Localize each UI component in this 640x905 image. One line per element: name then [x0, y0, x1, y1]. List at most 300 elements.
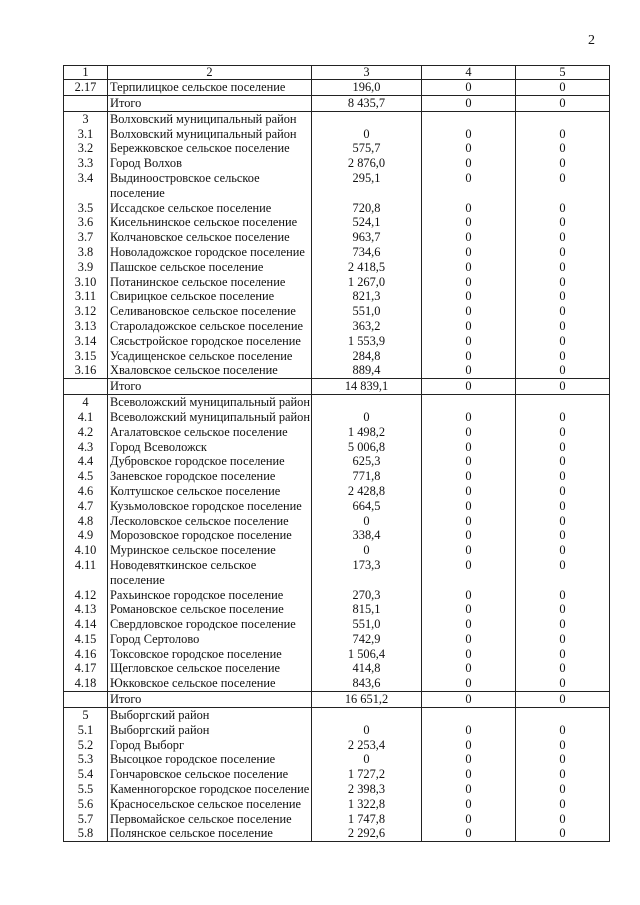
amount-cell: 338,4	[312, 528, 422, 543]
column-5-cell: 0	[516, 245, 610, 260]
amount-cell: 720,8	[312, 201, 422, 216]
amount-cell: 771,8	[312, 469, 422, 484]
table-row	[64, 425, 610, 440]
row-number-cell	[64, 96, 108, 112]
amount-cell: 0	[312, 752, 422, 767]
column-5-cell: 0	[516, 499, 610, 514]
settlement-name-cell: Волховский муниципальный район	[108, 127, 312, 142]
table-row	[64, 215, 610, 230]
column-4-cell: 0	[422, 812, 516, 827]
column-4-cell: 0	[422, 676, 516, 692]
settlement-name-cell: Юкковское сельское поселение	[108, 676, 312, 692]
settlement-name-cell: Потанинское сельское поселение	[108, 275, 312, 290]
settlement-name-cell: Лесколовское сельское поселение	[108, 514, 312, 529]
header-cell-1: 1	[64, 66, 108, 80]
amount-cell: 625,3	[312, 454, 422, 469]
amount-cell: 2 398,3	[312, 782, 422, 797]
column-5-cell: 0	[516, 141, 610, 156]
column-5-cell: 0	[516, 363, 610, 379]
column-4-cell: 0	[422, 738, 516, 753]
table-row	[64, 484, 610, 499]
row-number-cell: 4.2	[64, 425, 108, 440]
column-4-cell: 0	[422, 440, 516, 455]
table-row	[64, 395, 610, 410]
column-5-cell: 0	[516, 304, 610, 319]
column-4-cell: 0	[422, 647, 516, 662]
settlement-name-cell: Староладожское сельское поселение	[108, 319, 312, 334]
column-4-cell: 0	[422, 797, 516, 812]
column-4-cell: 0	[422, 661, 516, 676]
row-number-cell: 4.10	[64, 543, 108, 558]
column-5-cell: 0	[516, 410, 610, 425]
settlement-name-cell: Свердловское городское поселение	[108, 617, 312, 632]
column-5-cell: 0	[516, 588, 610, 603]
header-row	[64, 66, 610, 80]
settlement-name-cell: Город Всеволожск	[108, 440, 312, 455]
settlement-name-cell: Пашское сельское поселение	[108, 260, 312, 275]
row-number-cell	[64, 379, 108, 395]
amount-cell: 2 418,5	[312, 260, 422, 275]
settlement-name-cell: Заневское городское поселение	[108, 469, 312, 484]
settlement-name-cell: Город Выборг	[108, 738, 312, 753]
column-4-cell: 0	[422, 723, 516, 738]
row-number-cell: 4.1	[64, 410, 108, 425]
column-4-cell	[422, 708, 516, 723]
column-4-cell: 0	[422, 782, 516, 797]
settlement-name-cell: Полянское сельское поселение	[108, 826, 312, 842]
row-number-cell: 4.17	[64, 661, 108, 676]
page-number: 2	[588, 33, 595, 48]
column-5-cell: 0	[516, 782, 610, 797]
total-row	[64, 96, 610, 112]
header-cell-2: 2	[108, 66, 312, 80]
column-5-cell: 0	[516, 260, 610, 275]
settlement-name-cell: Колчановское сельское поселение	[108, 230, 312, 245]
row-number-cell: 2.17	[64, 80, 108, 96]
column-4-cell: 0	[422, 632, 516, 647]
column-5-cell: 0	[516, 558, 610, 588]
column-4-cell: 0	[422, 826, 516, 842]
table-row	[64, 440, 610, 455]
settlement-name-cell: Итого	[108, 692, 312, 708]
row-number-cell: 5.6	[64, 797, 108, 812]
column-5-cell: 0	[516, 319, 610, 334]
table-row	[64, 767, 610, 782]
column-5-cell: 0	[516, 171, 610, 201]
table-row	[64, 363, 610, 379]
table-row	[64, 349, 610, 364]
settlement-name-cell: Выборгский район	[108, 723, 312, 738]
settlement-name-cell: Кисельнинское сельское поселение	[108, 215, 312, 230]
column-4-cell: 0	[422, 141, 516, 156]
settlement-name-cell: Каменногорское городское поселение	[108, 782, 312, 797]
table-row	[64, 454, 610, 469]
amount-cell: 0	[312, 543, 422, 558]
column-5-cell: 0	[516, 528, 610, 543]
row-number-cell: 5.8	[64, 826, 108, 842]
row-number-cell: 5.3	[64, 752, 108, 767]
header-cell-3: 3	[312, 66, 422, 80]
settlement-name-cell: Усадищенское сельское поселение	[108, 349, 312, 364]
column-4-cell: 0	[422, 319, 516, 334]
row-number-cell	[64, 692, 108, 708]
amount-cell: 1 267,0	[312, 275, 422, 290]
row-number-cell: 4.8	[64, 514, 108, 529]
settlement-name-cell: Сясьстройское городское поселение	[108, 334, 312, 349]
row-number-cell: 5	[64, 708, 108, 723]
table-row	[64, 826, 610, 842]
column-4-cell: 0	[422, 349, 516, 364]
total-row	[64, 379, 610, 395]
table-row	[64, 752, 610, 767]
column-4-cell: 0	[422, 96, 516, 112]
settlement-name-cell: Высоцкое городское поселение	[108, 752, 312, 767]
amount-cell: 575,7	[312, 141, 422, 156]
row-number-cell: 4	[64, 395, 108, 410]
amount-cell	[312, 395, 422, 410]
amount-cell: 664,5	[312, 499, 422, 514]
column-4-cell: 0	[422, 230, 516, 245]
column-5-cell: 0	[516, 334, 610, 349]
table-row	[64, 602, 610, 617]
row-number-cell: 4.7	[64, 499, 108, 514]
column-4-cell: 0	[422, 80, 516, 96]
amount-cell: 2 876,0	[312, 156, 422, 171]
amount-cell: 414,8	[312, 661, 422, 676]
amount-cell: 1 747,8	[312, 812, 422, 827]
column-4-cell: 0	[422, 363, 516, 379]
column-5-cell: 0	[516, 454, 610, 469]
column-4-cell: 0	[422, 602, 516, 617]
amount-cell: 363,2	[312, 319, 422, 334]
column-5-cell: 0	[516, 602, 610, 617]
amount-cell: 196,0	[312, 80, 422, 96]
table-row	[64, 156, 610, 171]
table-row	[64, 275, 610, 290]
settlement-name-cell: Рахьинское городское поселение	[108, 588, 312, 603]
row-number-cell: 3.13	[64, 319, 108, 334]
column-4-cell	[422, 395, 516, 410]
table-row	[64, 469, 610, 484]
row-number-cell: 3.2	[64, 141, 108, 156]
settlement-name-cell: Свирицкое сельское поселение	[108, 289, 312, 304]
table-row	[64, 661, 610, 676]
table-row	[64, 812, 610, 827]
amount-cell: 1 506,4	[312, 647, 422, 662]
column-4-cell: 0	[422, 499, 516, 514]
table-row	[64, 334, 610, 349]
column-4-cell: 0	[422, 334, 516, 349]
column-5-cell: 0	[516, 797, 610, 812]
settlement-name-cell: Город Сертолово	[108, 632, 312, 647]
settlement-name-cell: Агалатовское сельское поселение	[108, 425, 312, 440]
amount-cell: 270,3	[312, 588, 422, 603]
row-number-cell: 4.11	[64, 558, 108, 588]
settlement-name-cell: Итого	[108, 379, 312, 395]
table-row	[64, 319, 610, 334]
settlement-name-cell: Терпилицкое сельское поселение	[108, 80, 312, 96]
column-4-cell: 0	[422, 127, 516, 142]
table-row	[64, 304, 610, 319]
table-row	[64, 141, 610, 156]
row-number-cell: 3.1	[64, 127, 108, 142]
column-5-cell: 0	[516, 379, 610, 395]
settlement-name-cell: Щегловское сельское поселение	[108, 661, 312, 676]
settlement-name-cell: Всеволожский муниципальный район	[108, 410, 312, 425]
column-5-cell	[516, 708, 610, 723]
amount-cell: 815,1	[312, 602, 422, 617]
row-number-cell: 3.9	[64, 260, 108, 275]
amount-cell: 734,6	[312, 245, 422, 260]
table-row	[64, 171, 610, 201]
row-number-cell: 3.6	[64, 215, 108, 230]
settlement-name-cell: Выборгский район	[108, 708, 312, 723]
settlement-name-cell: Новодевяткинское сельское поселение	[108, 558, 312, 588]
table-row	[64, 499, 610, 514]
column-5-cell: 0	[516, 96, 610, 112]
column-5-cell: 0	[516, 543, 610, 558]
settlement-name-cell: Итого	[108, 96, 312, 112]
row-number-cell: 3.4	[64, 171, 108, 201]
table-row	[64, 111, 610, 126]
column-5-cell: 0	[516, 275, 610, 290]
settlement-name-cell: Город Волхов	[108, 156, 312, 171]
column-4-cell: 0	[422, 425, 516, 440]
settlement-name-cell: Морозовское городское поселение	[108, 528, 312, 543]
column-5-cell: 0	[516, 767, 610, 782]
column-4-cell: 0	[422, 260, 516, 275]
amount-cell: 5 006,8	[312, 440, 422, 455]
amount-cell: 14 839,1	[312, 379, 422, 395]
column-4-cell: 0	[422, 469, 516, 484]
amount-cell: 16 651,2	[312, 692, 422, 708]
column-5-cell: 0	[516, 201, 610, 216]
table-row	[64, 708, 610, 723]
column-5-cell: 0	[516, 289, 610, 304]
amount-cell: 295,1	[312, 171, 422, 201]
row-number-cell: 4.16	[64, 647, 108, 662]
row-number-cell: 5.4	[64, 767, 108, 782]
column-5-cell: 0	[516, 738, 610, 753]
amount-cell: 173,3	[312, 558, 422, 588]
amount-cell	[312, 708, 422, 723]
table-row	[64, 201, 610, 216]
column-4-cell: 0	[422, 215, 516, 230]
table-row	[64, 289, 610, 304]
column-4-cell: 0	[422, 156, 516, 171]
amount-cell: 1 727,2	[312, 767, 422, 782]
row-number-cell: 3.15	[64, 349, 108, 364]
table-row	[64, 632, 610, 647]
settlement-name-cell: Токсовское городское поселение	[108, 647, 312, 662]
column-5-cell: 0	[516, 692, 610, 708]
amount-cell: 551,0	[312, 304, 422, 319]
column-4-cell: 0	[422, 201, 516, 216]
amount-cell: 0	[312, 514, 422, 529]
column-4-cell: 0	[422, 275, 516, 290]
settlements-table	[63, 65, 610, 842]
amount-cell	[312, 111, 422, 126]
table-row	[64, 410, 610, 425]
table-row	[64, 514, 610, 529]
settlement-name-cell: Дубровское городское поселение	[108, 454, 312, 469]
amount-cell: 551,0	[312, 617, 422, 632]
settlement-name-cell: Красносельское сельское поселение	[108, 797, 312, 812]
amount-cell: 963,7	[312, 230, 422, 245]
settlement-name-cell: Романовское сельское поселение	[108, 602, 312, 617]
table-row	[64, 230, 610, 245]
column-5-cell: 0	[516, 812, 610, 827]
column-5-cell: 0	[516, 425, 610, 440]
table-row	[64, 80, 610, 96]
column-5-cell: 0	[516, 826, 610, 842]
row-number-cell: 4.3	[64, 440, 108, 455]
column-5-cell: 0	[516, 440, 610, 455]
settlement-name-cell: Хваловское сельское поселение	[108, 363, 312, 379]
column-5-cell: 0	[516, 514, 610, 529]
row-number-cell: 4.4	[64, 454, 108, 469]
column-5-cell: 0	[516, 676, 610, 692]
column-5-cell: 0	[516, 156, 610, 171]
column-5-cell: 0	[516, 752, 610, 767]
column-5-cell: 0	[516, 617, 610, 632]
settlement-name-cell: Иссадское сельское поселение	[108, 201, 312, 216]
column-4-cell: 0	[422, 454, 516, 469]
row-number-cell: 4.18	[64, 676, 108, 692]
column-4-cell: 0	[422, 245, 516, 260]
row-number-cell: 3.8	[64, 245, 108, 260]
settlement-name-cell: Селивановское сельское поселение	[108, 304, 312, 319]
row-number-cell: 3.12	[64, 304, 108, 319]
column-5-cell	[516, 395, 610, 410]
column-5-cell: 0	[516, 469, 610, 484]
header-cell-4: 4	[422, 66, 516, 80]
amount-cell: 889,4	[312, 363, 422, 379]
column-4-cell	[422, 111, 516, 126]
amount-cell: 742,9	[312, 632, 422, 647]
column-5-cell: 0	[516, 632, 610, 647]
table-row	[64, 676, 610, 692]
column-4-cell: 0	[422, 304, 516, 319]
column-4-cell: 0	[422, 617, 516, 632]
column-5-cell: 0	[516, 215, 610, 230]
column-4-cell: 0	[422, 528, 516, 543]
column-4-cell: 0	[422, 379, 516, 395]
row-number-cell: 4.12	[64, 588, 108, 603]
table-row	[64, 543, 610, 558]
row-number-cell: 3	[64, 111, 108, 126]
settlement-name-cell: Всеволожский муниципальный район	[108, 395, 312, 410]
column-5-cell: 0	[516, 661, 610, 676]
amount-cell: 2 253,4	[312, 738, 422, 753]
table-row	[64, 738, 610, 753]
amount-cell: 0	[312, 723, 422, 738]
amount-cell: 1 498,2	[312, 425, 422, 440]
column-5-cell: 0	[516, 230, 610, 245]
row-number-cell: 5.5	[64, 782, 108, 797]
table-row	[64, 588, 610, 603]
table-row	[64, 558, 610, 588]
amount-cell: 1 553,9	[312, 334, 422, 349]
column-4-cell: 0	[422, 514, 516, 529]
settlement-name-cell: Гончаровское сельское поселение	[108, 767, 312, 782]
row-number-cell: 3.7	[64, 230, 108, 245]
amount-cell: 8 435,7	[312, 96, 422, 112]
column-4-cell: 0	[422, 543, 516, 558]
column-5-cell	[516, 111, 610, 126]
table-row	[64, 245, 610, 260]
settlement-name-cell: Бережковское сельское поселение	[108, 141, 312, 156]
total-row	[64, 692, 610, 708]
column-4-cell: 0	[422, 171, 516, 201]
amount-cell: 2 292,6	[312, 826, 422, 842]
column-5-cell: 0	[516, 349, 610, 364]
row-number-cell: 4.14	[64, 617, 108, 632]
row-number-cell: 4.6	[64, 484, 108, 499]
amount-cell: 0	[312, 410, 422, 425]
settlement-name-cell: Новоладожское городское поселение	[108, 245, 312, 260]
table-row	[64, 260, 610, 275]
amount-cell: 1 322,8	[312, 797, 422, 812]
column-4-cell: 0	[422, 588, 516, 603]
settlement-name-cell: Волховский муниципальный район	[108, 111, 312, 126]
amount-cell: 0	[312, 127, 422, 142]
settlement-name-cell: Кузьмоловское городское поселение	[108, 499, 312, 514]
table-row	[64, 127, 610, 142]
settlement-name-cell: Первомайское сельское поселение	[108, 812, 312, 827]
settlement-name-cell: Колтушское сельское поселение	[108, 484, 312, 499]
table-row	[64, 647, 610, 662]
column-5-cell: 0	[516, 127, 610, 142]
row-number-cell: 3.5	[64, 201, 108, 216]
column-5-cell: 0	[516, 484, 610, 499]
row-number-cell: 3.11	[64, 289, 108, 304]
table-row	[64, 782, 610, 797]
amount-cell: 843,6	[312, 676, 422, 692]
row-number-cell: 5.7	[64, 812, 108, 827]
column-4-cell: 0	[422, 558, 516, 588]
column-4-cell: 0	[422, 767, 516, 782]
column-5-cell: 0	[516, 647, 610, 662]
column-5-cell: 0	[516, 80, 610, 96]
amount-cell: 284,8	[312, 349, 422, 364]
row-number-cell: 3.3	[64, 156, 108, 171]
column-4-cell: 0	[422, 692, 516, 708]
column-5-cell: 0	[516, 723, 610, 738]
column-4-cell: 0	[422, 410, 516, 425]
column-4-cell: 0	[422, 484, 516, 499]
row-number-cell: 5.2	[64, 738, 108, 753]
row-number-cell: 5.1	[64, 723, 108, 738]
row-number-cell: 4.15	[64, 632, 108, 647]
table-row	[64, 797, 610, 812]
table-row	[64, 617, 610, 632]
column-4-cell: 0	[422, 289, 516, 304]
row-number-cell: 4.13	[64, 602, 108, 617]
row-number-cell: 4.5	[64, 469, 108, 484]
amount-cell: 524,1	[312, 215, 422, 230]
row-number-cell: 3.10	[64, 275, 108, 290]
row-number-cell: 3.16	[64, 363, 108, 379]
table-row	[64, 528, 610, 543]
header-cell-5: 5	[516, 66, 610, 80]
amount-cell: 821,3	[312, 289, 422, 304]
table-row	[64, 723, 610, 738]
settlement-name-cell: Муринское сельское поселение	[108, 543, 312, 558]
row-number-cell: 3.14	[64, 334, 108, 349]
row-number-cell: 4.9	[64, 528, 108, 543]
settlement-name-cell: Выдиноостровское сельское поселение	[108, 171, 312, 201]
